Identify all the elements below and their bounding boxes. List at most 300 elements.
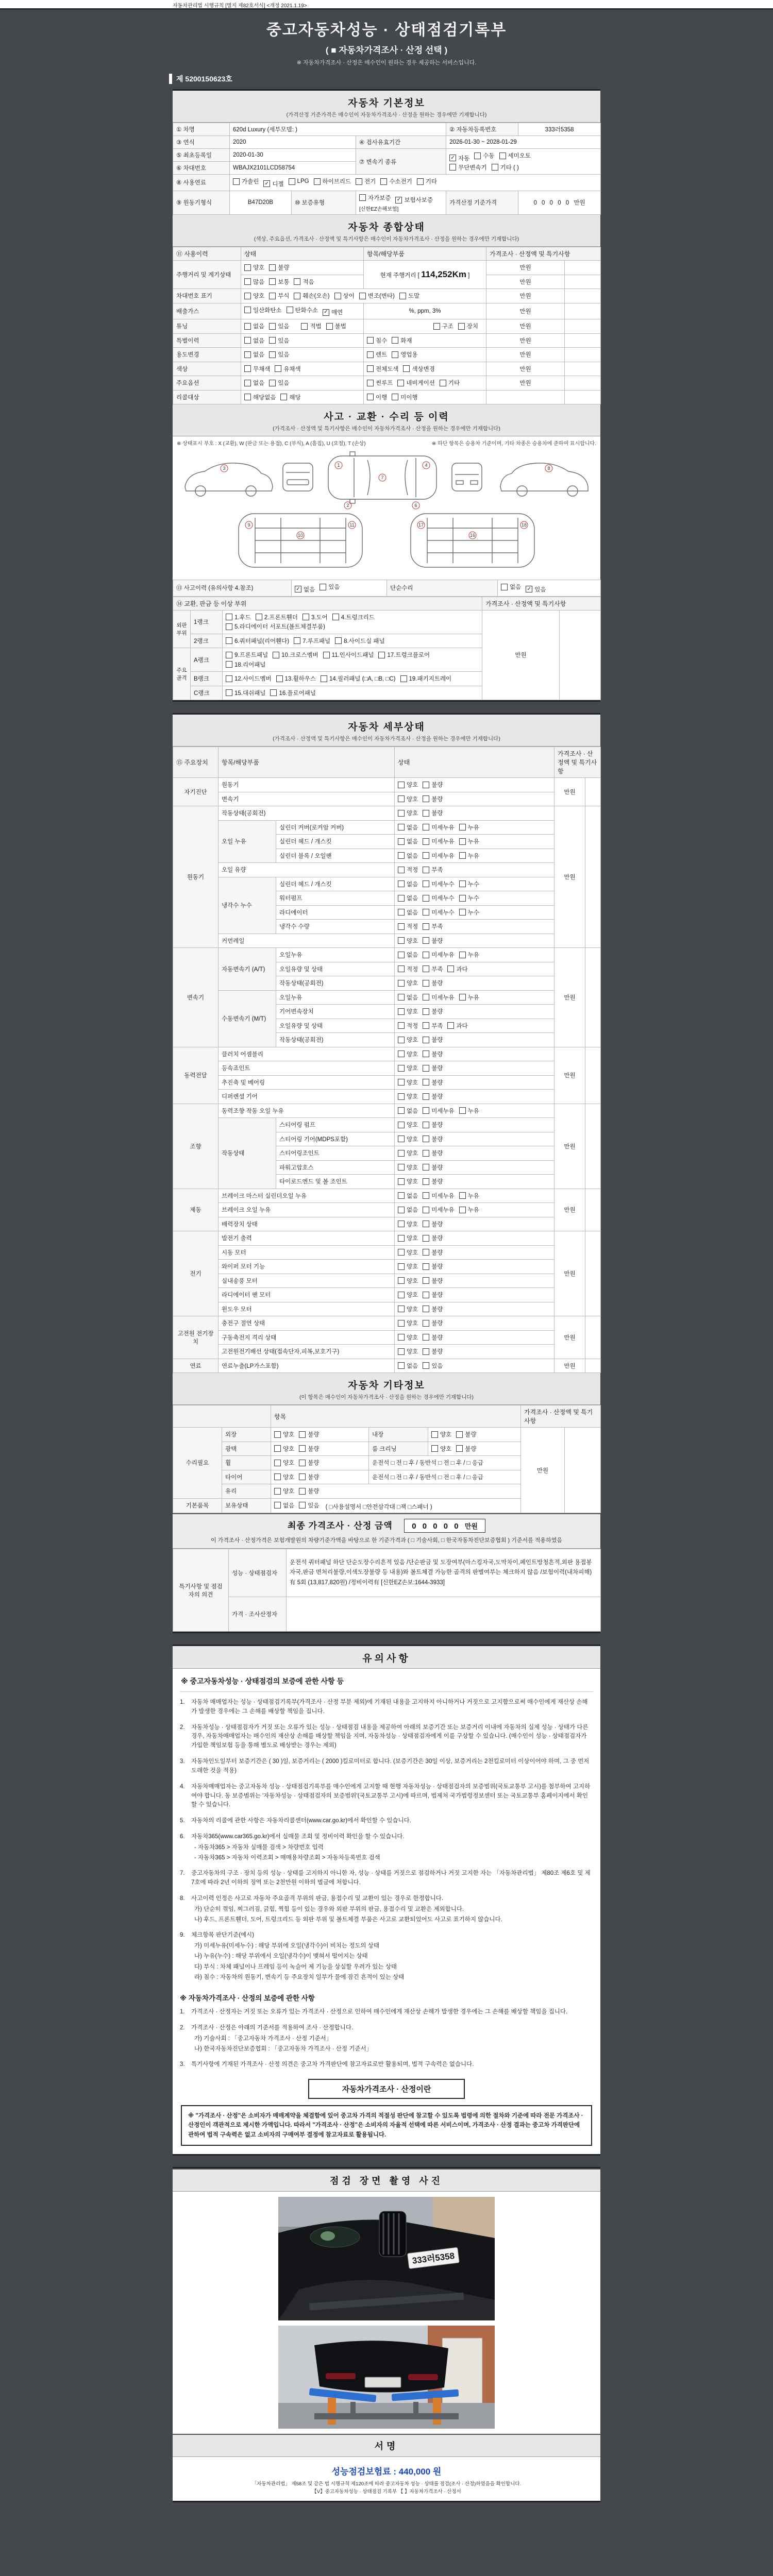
- checkbox-box[interactable]: [398, 838, 405, 845]
- checkbox-box[interactable]: [244, 323, 251, 330]
- checkbox-box[interactable]: [323, 652, 330, 658]
- checkbox-box[interactable]: [294, 293, 300, 299]
- checkbox-box[interactable]: [440, 380, 446, 386]
- checkbox-box[interactable]: [359, 293, 366, 299]
- checkbox-box[interactable]: [398, 1008, 405, 1015]
- checkbox-box[interactable]: [423, 1306, 429, 1312]
- checkbox-box[interactable]: [244, 394, 251, 400]
- checkbox[interactable]: [423, 1064, 443, 1072]
- checkbox-box[interactable]: [299, 1488, 306, 1495]
- checkbox[interactable]: [423, 1022, 443, 1030]
- checkbox-box[interactable]: [474, 152, 481, 159]
- checkbox-box[interactable]: [423, 1122, 429, 1128]
- checkbox[interactable]: [356, 177, 376, 185]
- checkbox[interactable]: [299, 1473, 319, 1481]
- checkbox[interactable]: [398, 1192, 418, 1200]
- checkbox-box[interactable]: [398, 782, 405, 788]
- checkbox-box[interactable]: [423, 937, 429, 944]
- checkbox-box[interactable]: [226, 623, 232, 630]
- checkbox[interactable]: [269, 322, 289, 330]
- checkbox[interactable]: [392, 350, 417, 359]
- checkbox[interactable]: [323, 651, 374, 659]
- checkbox-box[interactable]: [378, 652, 385, 658]
- checkbox[interactable]: [398, 880, 418, 888]
- checkbox-box[interactable]: [398, 1093, 405, 1100]
- checkbox[interactable]: [423, 823, 454, 832]
- checkbox[interactable]: [398, 1362, 418, 1370]
- checkbox-box[interactable]: [398, 1221, 405, 1227]
- checkbox[interactable]: [398, 781, 418, 789]
- checkbox[interactable]: [398, 1277, 418, 1285]
- checkbox-box[interactable]: [459, 994, 466, 1001]
- checkbox[interactable]: [398, 795, 418, 803]
- checkbox[interactable]: [398, 1291, 418, 1299]
- checkbox-box[interactable]: [398, 1263, 405, 1270]
- checkbox-box[interactable]: [323, 309, 329, 316]
- checkbox[interactable]: [226, 622, 325, 631]
- checkbox-box[interactable]: [274, 1460, 281, 1466]
- checkbox[interactable]: [398, 1036, 418, 1044]
- checkbox[interactable]: [398, 1234, 418, 1242]
- checkbox[interactable]: [459, 880, 479, 888]
- checkbox-box[interactable]: [423, 852, 429, 859]
- checkbox[interactable]: [423, 993, 454, 1002]
- checkbox-box[interactable]: [398, 1050, 405, 1057]
- checkbox[interactable]: [398, 809, 418, 817]
- checkbox[interactable]: [398, 1305, 418, 1313]
- checkbox[interactable]: [423, 1036, 443, 1044]
- checkbox-box[interactable]: [269, 380, 276, 386]
- checkbox-box[interactable]: [459, 909, 466, 916]
- checkbox-box[interactable]: [423, 1164, 429, 1171]
- checkbox-box[interactable]: [423, 1348, 429, 1355]
- checkbox-box[interactable]: [294, 637, 300, 644]
- checkbox[interactable]: [398, 922, 418, 930]
- checkbox[interactable]: [303, 613, 328, 621]
- checkbox-box[interactable]: [423, 1093, 429, 1100]
- checkbox[interactable]: [367, 350, 387, 359]
- checkbox-box[interactable]: [299, 1460, 306, 1466]
- checkbox[interactable]: [301, 322, 321, 330]
- checkbox[interactable]: [367, 379, 393, 387]
- checkbox-box[interactable]: [423, 1136, 429, 1142]
- checkbox-box[interactable]: [423, 1150, 429, 1157]
- checkbox-box[interactable]: [367, 380, 374, 386]
- checkbox-box[interactable]: [398, 1306, 405, 1312]
- checkbox-box[interactable]: [423, 895, 429, 902]
- checkbox[interactable]: [274, 1487, 294, 1495]
- checkbox-box[interactable]: [398, 1037, 405, 1043]
- checkbox-box[interactable]: [367, 394, 374, 400]
- checkbox[interactable]: [398, 979, 418, 987]
- checkbox[interactable]: [423, 1333, 443, 1342]
- checkbox[interactable]: [320, 583, 340, 591]
- checkbox[interactable]: [398, 1050, 418, 1058]
- checkbox[interactable]: [299, 1459, 319, 1467]
- checkbox-box[interactable]: [398, 795, 405, 802]
- checkbox-box[interactable]: [398, 1136, 405, 1142]
- checkbox[interactable]: [378, 651, 430, 659]
- checkbox-box[interactable]: [398, 909, 405, 916]
- checkbox[interactable]: [423, 1262, 443, 1270]
- checkbox[interactable]: [392, 336, 412, 345]
- checkbox[interactable]: [226, 674, 272, 683]
- checkbox-box[interactable]: [321, 675, 327, 682]
- checkbox-box[interactable]: [398, 1065, 405, 1072]
- checkbox[interactable]: [398, 1007, 418, 1015]
- checkbox[interactable]: [423, 1305, 443, 1313]
- checkbox[interactable]: [398, 1248, 418, 1257]
- checkbox-box[interactable]: [295, 586, 301, 592]
- checkbox[interactable]: [501, 583, 521, 591]
- checkbox-box[interactable]: [244, 380, 251, 386]
- checkbox-box[interactable]: [459, 838, 466, 845]
- checkbox[interactable]: [226, 637, 289, 645]
- checkbox-box[interactable]: [417, 178, 424, 185]
- checkbox[interactable]: [397, 379, 435, 387]
- checkbox-box[interactable]: [398, 1022, 405, 1029]
- checkbox[interactable]: [244, 322, 264, 330]
- checkbox[interactable]: [256, 613, 298, 621]
- checkbox[interactable]: [398, 1121, 418, 1129]
- checkbox[interactable]: [456, 1430, 476, 1438]
- checkbox[interactable]: [398, 1333, 418, 1342]
- checkbox-box[interactable]: [398, 1334, 405, 1341]
- checkbox-box[interactable]: [526, 586, 532, 592]
- checkbox[interactable]: [226, 660, 265, 669]
- checkbox[interactable]: [398, 1149, 418, 1157]
- checkbox-box[interactable]: [287, 307, 293, 313]
- checkbox[interactable]: [276, 674, 316, 683]
- checkbox-box[interactable]: [274, 1445, 281, 1452]
- checkbox[interactable]: [398, 1078, 418, 1087]
- checkbox-box[interactable]: [459, 1107, 466, 1114]
- checkbox[interactable]: [458, 322, 478, 330]
- checkbox-box[interactable]: [499, 152, 506, 159]
- checkbox[interactable]: [423, 1347, 443, 1355]
- checkbox[interactable]: [456, 1445, 476, 1453]
- checkbox-box[interactable]: [398, 1178, 405, 1185]
- checkbox-box[interactable]: [398, 1079, 405, 1086]
- checkbox[interactable]: [299, 1430, 319, 1438]
- checkbox-box[interactable]: [270, 689, 277, 696]
- checkbox-box[interactable]: [459, 952, 466, 958]
- checkbox-box[interactable]: [423, 965, 429, 972]
- checkbox-box[interactable]: [269, 293, 276, 299]
- checkbox[interactable]: [423, 1319, 443, 1327]
- checkbox[interactable]: [269, 278, 289, 286]
- checkbox-box[interactable]: [289, 178, 295, 185]
- checkbox[interactable]: [233, 177, 259, 185]
- checkbox[interactable]: [398, 1177, 418, 1185]
- checkbox[interactable]: [423, 1220, 443, 1228]
- checkbox-box[interactable]: [398, 895, 405, 902]
- checkbox[interactable]: [367, 393, 387, 401]
- checkbox[interactable]: [244, 263, 264, 272]
- checkbox-box[interactable]: [423, 838, 429, 845]
- checkbox-box[interactable]: [398, 824, 405, 831]
- checkbox[interactable]: [321, 674, 396, 683]
- checkbox-box[interactable]: [367, 337, 374, 344]
- checkbox[interactable]: [423, 922, 443, 930]
- checkbox-box[interactable]: [501, 584, 508, 590]
- checkbox[interactable]: [423, 979, 443, 987]
- checkbox-box[interactable]: [398, 810, 405, 817]
- checkbox[interactable]: [423, 1078, 443, 1087]
- checkbox-box[interactable]: [423, 980, 429, 987]
- checkbox-box[interactable]: [244, 337, 251, 344]
- checkbox-box[interactable]: [459, 895, 466, 902]
- checkbox[interactable]: [244, 365, 270, 373]
- checkbox[interactable]: [244, 379, 264, 387]
- checkbox-box[interactable]: [273, 652, 279, 658]
- checkbox[interactable]: [423, 1007, 443, 1015]
- checkbox[interactable]: [459, 1107, 479, 1115]
- checkbox[interactable]: [398, 1319, 418, 1327]
- checkbox-box[interactable]: [458, 323, 465, 330]
- checkbox-box[interactable]: [456, 1445, 463, 1452]
- checkbox-box[interactable]: [423, 867, 429, 873]
- checkbox-box[interactable]: [423, 1065, 429, 1072]
- checkbox-box[interactable]: [431, 1445, 438, 1452]
- checkbox-box[interactable]: [423, 1192, 429, 1199]
- checkbox-box[interactable]: [269, 337, 276, 344]
- checkbox-box[interactable]: [280, 394, 287, 400]
- checkbox[interactable]: [423, 908, 454, 917]
- checkbox[interactable]: [367, 336, 387, 345]
- checkbox[interactable]: [431, 1445, 451, 1453]
- checkbox-box[interactable]: [398, 1107, 405, 1114]
- checkbox[interactable]: [423, 795, 443, 803]
- checkbox[interactable]: [398, 937, 418, 945]
- checkbox[interactable]: [423, 1277, 443, 1285]
- checkbox-box[interactable]: [399, 293, 406, 299]
- checkbox-box[interactable]: [398, 937, 405, 944]
- checkbox-box[interactable]: [244, 293, 251, 299]
- checkbox[interactable]: [270, 689, 316, 697]
- checkbox-box[interactable]: [301, 323, 308, 330]
- checkbox-box[interactable]: [403, 365, 410, 372]
- checkbox-box[interactable]: [398, 1192, 405, 1199]
- checkbox[interactable]: [289, 178, 309, 185]
- checkbox[interactable]: [423, 837, 454, 845]
- checkbox-box[interactable]: [459, 1207, 466, 1213]
- checkbox-box[interactable]: [226, 637, 232, 644]
- checkbox-box[interactable]: [367, 365, 374, 372]
- checkbox-box[interactable]: [226, 689, 232, 696]
- checkbox-checked[interactable]: [526, 585, 546, 594]
- checkbox[interactable]: [423, 809, 443, 817]
- checkbox[interactable]: [440, 379, 460, 387]
- checkbox[interactable]: [326, 322, 346, 330]
- checkbox[interactable]: [299, 1487, 319, 1495]
- checkbox-box[interactable]: [398, 1277, 405, 1284]
- checkbox[interactable]: [431, 1430, 451, 1438]
- checkbox[interactable]: [459, 823, 479, 832]
- checkbox[interactable]: [423, 880, 454, 888]
- checkbox-box[interactable]: [244, 307, 251, 313]
- checkbox[interactable]: [274, 1501, 294, 1510]
- checkbox-box[interactable]: [274, 1431, 281, 1438]
- checkbox[interactable]: [398, 1206, 418, 1214]
- checkbox[interactable]: [269, 379, 289, 387]
- checkbox-box[interactable]: [449, 164, 456, 171]
- checkbox[interactable]: [398, 837, 418, 845]
- checkbox-box[interactable]: [423, 1079, 429, 1086]
- checkbox-box[interactable]: [423, 1037, 429, 1043]
- checkbox-box[interactable]: [398, 1207, 405, 1213]
- checkbox-box[interactable]: [226, 675, 232, 682]
- checkbox[interactable]: [226, 613, 251, 621]
- checkbox[interactable]: [423, 1135, 443, 1143]
- checkbox[interactable]: [269, 350, 289, 359]
- checkbox-checked[interactable]: [449, 154, 469, 162]
- checkbox-box[interactable]: [492, 164, 498, 171]
- checkbox-box[interactable]: [423, 1050, 429, 1057]
- checkbox-box[interactable]: [274, 1488, 281, 1495]
- checkbox-box[interactable]: [269, 351, 276, 358]
- checkbox-box[interactable]: [423, 923, 429, 930]
- checkbox-checked[interactable]: [263, 180, 283, 188]
- checkbox-box[interactable]: [398, 1122, 405, 1128]
- checkbox-box[interactable]: [431, 1431, 438, 1438]
- checkbox[interactable]: [398, 1135, 418, 1143]
- checkbox-box[interactable]: [423, 909, 429, 916]
- checkbox[interactable]: [244, 350, 264, 359]
- checkbox[interactable]: [380, 177, 412, 185]
- checkbox[interactable]: [398, 965, 418, 973]
- checkbox-box[interactable]: [332, 614, 339, 620]
- checkbox[interactable]: [367, 365, 398, 373]
- checkbox-box[interactable]: [392, 337, 398, 344]
- checkbox[interactable]: [423, 866, 443, 874]
- checkbox-box[interactable]: [392, 394, 398, 400]
- checkbox[interactable]: [423, 965, 443, 973]
- checkbox[interactable]: [398, 951, 418, 959]
- checkbox-checked[interactable]: [323, 308, 343, 316]
- checkbox-box[interactable]: [423, 994, 429, 1001]
- checkbox-box[interactable]: [226, 652, 232, 658]
- checkbox-checked[interactable]: [295, 585, 315, 594]
- checkbox[interactable]: [314, 177, 351, 185]
- checkbox-box[interactable]: [367, 351, 374, 358]
- checkbox[interactable]: [449, 163, 487, 172]
- checkbox-box[interactable]: [423, 1362, 429, 1369]
- checkbox[interactable]: [423, 937, 443, 945]
- checkbox[interactable]: [398, 894, 418, 902]
- checkbox[interactable]: [244, 278, 264, 286]
- checkbox-box[interactable]: [244, 278, 251, 285]
- checkbox-box[interactable]: [423, 1178, 429, 1185]
- checkbox[interactable]: [459, 852, 479, 860]
- checkbox[interactable]: [423, 852, 454, 860]
- checkbox[interactable]: [492, 163, 519, 172]
- checkbox[interactable]: [273, 651, 318, 659]
- checkbox[interactable]: [398, 823, 418, 832]
- checkbox[interactable]: [423, 1121, 443, 1129]
- checkbox[interactable]: [423, 1050, 443, 1058]
- checkbox-box[interactable]: [456, 1431, 463, 1438]
- checkbox[interactable]: [400, 674, 452, 683]
- checkbox[interactable]: [398, 1022, 418, 1030]
- checkbox[interactable]: [398, 1163, 418, 1172]
- checkbox[interactable]: [433, 322, 453, 330]
- checkbox[interactable]: [294, 292, 329, 300]
- checkbox[interactable]: [459, 908, 479, 917]
- checkbox[interactable]: [226, 651, 268, 659]
- checkbox[interactable]: [459, 1192, 479, 1200]
- checkbox-box[interactable]: [423, 1235, 429, 1242]
- checkbox[interactable]: [294, 637, 330, 645]
- checkbox-box[interactable]: [263, 180, 270, 187]
- checkbox[interactable]: [423, 1362, 443, 1370]
- checkbox[interactable]: [398, 1064, 418, 1072]
- checkbox-box[interactable]: [398, 1320, 405, 1327]
- checkbox[interactable]: [398, 1347, 418, 1355]
- checkbox[interactable]: [423, 1163, 443, 1172]
- checkbox[interactable]: [447, 1022, 467, 1030]
- checkbox-box[interactable]: [398, 923, 405, 930]
- checkbox[interactable]: [474, 151, 494, 160]
- checkbox[interactable]: [269, 263, 289, 272]
- checkbox-box[interactable]: [398, 867, 405, 873]
- checkbox-box[interactable]: [274, 1473, 281, 1480]
- checkbox-box[interactable]: [244, 264, 251, 271]
- checkbox-box[interactable]: [423, 1320, 429, 1327]
- checkbox-box[interactable]: [447, 965, 454, 972]
- checkbox-box[interactable]: [233, 178, 240, 185]
- checkbox-box[interactable]: [334, 293, 341, 299]
- checkbox-box[interactable]: [398, 1235, 405, 1242]
- checkbox-box[interactable]: [459, 880, 466, 887]
- checkbox[interactable]: [359, 194, 391, 202]
- checkbox-box[interactable]: [314, 178, 321, 185]
- checkbox-box[interactable]: [423, 810, 429, 817]
- checkbox-box[interactable]: [398, 965, 405, 972]
- checkbox[interactable]: [269, 292, 289, 300]
- checkbox-box[interactable]: [423, 1107, 429, 1114]
- checkbox[interactable]: [287, 306, 318, 314]
- checkbox-box[interactable]: [398, 1362, 405, 1369]
- checkbox[interactable]: [274, 1430, 294, 1438]
- checkbox-box[interactable]: [395, 197, 402, 204]
- checkbox-box[interactable]: [326, 323, 333, 330]
- checkbox-box[interactable]: [423, 1008, 429, 1015]
- checkbox-box[interactable]: [423, 1207, 429, 1213]
- checkbox[interactable]: [359, 292, 395, 300]
- checkbox-box[interactable]: [459, 824, 466, 831]
- checkbox-box[interactable]: [299, 1445, 306, 1452]
- checkbox-box[interactable]: [299, 1502, 306, 1509]
- checkbox-box[interactable]: [423, 1334, 429, 1341]
- checkbox[interactable]: [423, 1192, 454, 1200]
- checkbox-box[interactable]: [398, 980, 405, 987]
- checkbox-box[interactable]: [335, 637, 342, 644]
- checkbox-box[interactable]: [359, 194, 366, 201]
- checkbox[interactable]: [274, 1473, 294, 1481]
- checkbox-box[interactable]: [398, 852, 405, 859]
- checkbox[interactable]: [403, 365, 434, 373]
- checkbox-box[interactable]: [320, 584, 326, 590]
- checkbox-box[interactable]: [244, 351, 251, 358]
- checkbox-box[interactable]: [423, 952, 429, 958]
- checkbox[interactable]: [269, 336, 289, 345]
- checkbox[interactable]: [423, 1177, 443, 1185]
- checkbox-box[interactable]: [392, 351, 398, 358]
- checkbox[interactable]: [274, 1459, 294, 1467]
- checkbox-box[interactable]: [459, 1192, 466, 1199]
- checkbox[interactable]: [398, 852, 418, 860]
